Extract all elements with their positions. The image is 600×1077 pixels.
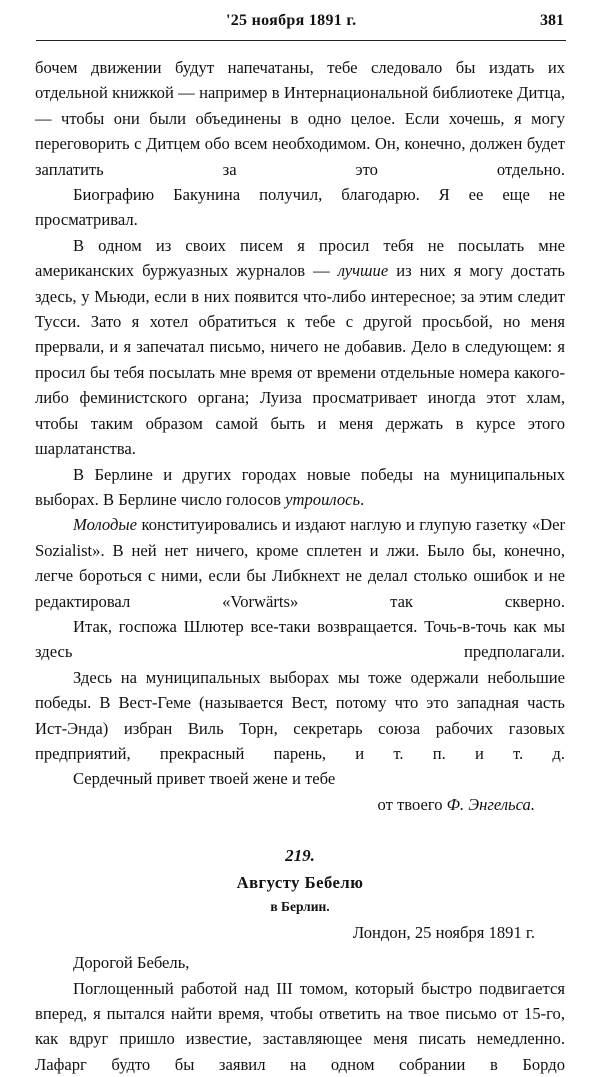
letter-opening: Поглощенный работой над III томом, который быстро подвигается вперед, я пытался найти время, чтобы ответить на твое письмо от 15-го, как вдруг пришло известие, заставляющее меня писать немедленно. Лафарг будто бы заявил на одном собрании в Бордо bbox=[35, 978, 565, 1074]
letter-city: в Берлин. bbox=[270, 899, 330, 915]
header-date: '25 ноября 1891 г. bbox=[226, 12, 357, 29]
page-body bbox=[35, 55, 565, 1077]
paragraph-schluter: Итак, госпожа Шлютер все-таки возвращается. Точь-в-точь как мы здесь предполагали. bbox=[35, 616, 565, 662]
paragraph-bakunin: Биографию Бакунина получил, благодарю. Я ее еще не просматривал. bbox=[35, 185, 565, 230]
letter-dateline: Лондон, 25 ноября 1891 г. bbox=[352, 923, 535, 943]
paragraph-young-ones: Молодые конституировались и издают наглую и глупую газетку «Der Sozialist». В ней нет ничего, кроме сплетен и лжи. Было бы, конечно, легче бороться с ними, если бы Либкнехт не делал столько ошибок и не редактировал «Vorwärts» так скверно. bbox=[35, 515, 565, 611]
paragraph-continuation: бочем движении будут напечатаны, тебе следовало бы издать их отдельной книжкой — например в Интернациональной библиотеке Дитца, — чтобы они были объединены в одно целое. Если хочешь, я могу переговорить с Дитцем обо всем необходимом. Он, конечно, должен будет заплатить за это отдельно. bbox=[35, 58, 565, 179]
paragraph-berlin-elections: В Берлине и других городах новые победы на муниципальных выборах. В Берлине число голосов утроилось. bbox=[35, 464, 565, 509]
paragraph-west-ham: Здесь на муниципальных выборах мы тоже одержали небольшие победы. В Вест-Геме (называется Вест, потому что это западная часть Ист-Энда) избран Виль Торн, секретарь союза рабочих газовых предприятий, прекрасный парень, и т. п. и т. д. bbox=[35, 667, 565, 763]
letter-salutation: Дорогой Бебель, bbox=[73, 953, 190, 973]
paragraph-journals: В одном из своих писем я просил тебя не посылать мне американских буржуазных журналов — лучшие из них я могу достать здесь, у Мьюди, если в них появится что-либо интересное; за этим следит Тусси. Зато я хотел обратиться к тебе с другой просьбой, но меня прервали, и я запечатал письмо, ничего не добавив. Дело в следующем: я просил бы тебя посылать мне время от времени отдельные номера какого-либо феминистского органа; Луиза просматривает иногда этот хлам, чтобы таким образом самой быть и меня держать в курсе этого шарлатанства. bbox=[35, 235, 566, 459]
signature: от твоего Ф. Энгельса. bbox=[377, 794, 535, 814]
running-header bbox=[0, 12, 600, 36]
paragraph-greetings: Сердечный привет твоей жене и тебе bbox=[73, 769, 336, 789]
signature-name: Ф. Энгельса. bbox=[446, 794, 535, 814]
header-rule bbox=[36, 40, 566, 41]
page-number: 381 bbox=[540, 12, 564, 29]
letter-number: 219. bbox=[285, 846, 315, 866]
letter-recipient: Августу Бебелю bbox=[236, 873, 364, 893]
